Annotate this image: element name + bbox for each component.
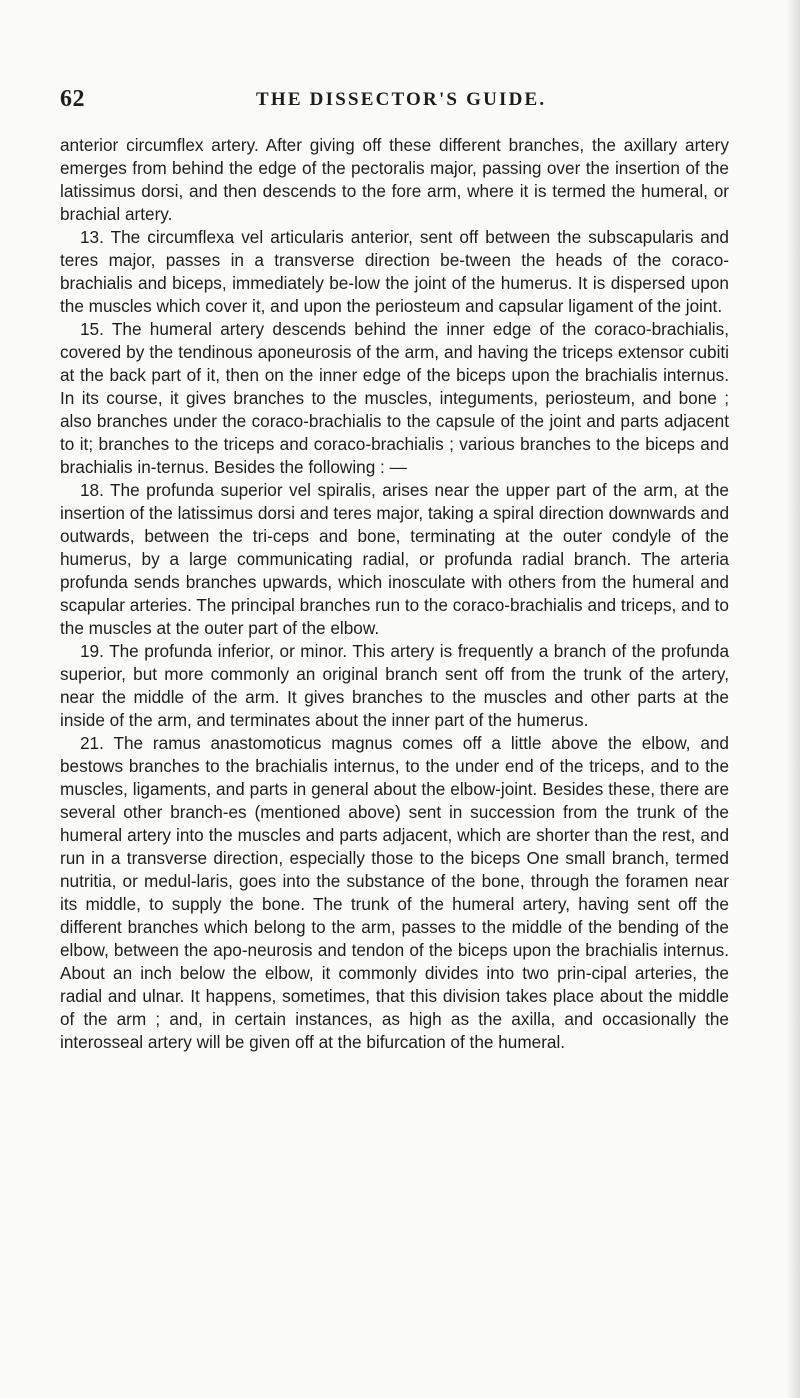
paragraph-continuation: anterior circumflex artery. After giving off these different branches, the axillary artery emerges from behind the edge of the pectoralis major, passing over the insertion of the latissimus dorsi, and then descends to the fore arm, where it is termed the humeral, or brachial artery. bbox=[60, 135, 729, 224]
page-number: 62 bbox=[60, 86, 85, 112]
paragraph-18-profunda-superior: 18. The profunda superior vel spiralis, arises near the upper part of the arm, at the insertion of the latissimus dorsi and teres major, taking a spiral direction downwards and outwards, between the tri-ceps and bone, terminating at the outer condyle of the humerus, by a large communicating radial, or profunda radial branch. The arteria profunda sends branches upwards, which inosculate with others from the humeral and scapular arteries. The principal branches run to the coraco-brachialis and triceps, and to the muscles at the outer part of the elbow. bbox=[60, 480, 729, 638]
paragraph-21-ramus-anastomoticus: 21. The ramus anastomoticus magnus comes off a little above the elbow, and bestows branches to the brachialis internus, to the under end of the triceps, and to the muscles, ligaments, and parts in general about the elbow-joint. Besides these, there are several other branch-es (mentioned above) sent in succession from the trunk of the humeral artery into the muscles and parts adjacent, which are shorter than the rest, and run in a transverse direction, especially those to the biceps One small branch, termed nutritia, or medul-laris, goes into the substance of the bone, through the foramen near its middle, to supply the bone. The trunk of the humeral artery, having sent off the different branches which belong to the arm, passes to the middle of the bending of the elbow, between the apo-neurosis and tendon of the biceps upon the brachialis internus. About an inch below the elbow, it commonly divides into two prin-cipal arteries, the radial and ulnar. It happens, sometimes, that this division takes place about the middle of the arm ; and, in certain instances, as high as the axilla, and occasionally the interosseal artery will be given off at the bifurcation of the humeral. bbox=[60, 733, 729, 1052]
paragraph-19-profunda-inferior: 19. The profunda inferior, or minor. This artery is frequently a branch of the profunda superior, but more commonly an original branch sent off from the trunk of the artery, near the middle of the arm. It gives branches to the muscles and other parts at the inside of the arm, and terminates about the inner part of the humerus. bbox=[60, 641, 729, 730]
paragraph-13-circumflexa: 13. The circumflexa vel articularis anterior, sent off between the subscapularis and teres major, passes in a transverse direction be-tween the heads of the coraco-brachialis and biceps, immediately be-low the joint of the humerus. It is dispersed upon the muscles which cover it, and upon the periosteum and capsular ligament of the joint. bbox=[60, 227, 729, 316]
page-edge-shadow bbox=[786, 0, 800, 1398]
body-text bbox=[60, 134, 729, 1054]
running-title: THE DISSECTOR'S GUIDE. bbox=[256, 89, 547, 110]
running-head bbox=[60, 86, 768, 116]
paragraph-15-humeral-artery: 15. The humeral artery descends behind the inner edge of the coraco-brachialis, covered by the tendinous aponeurosis of the arm, and having the triceps extensor cubiti at the back part of it, then on the inner edge of the biceps upon the brachialis internus. In its course, it gives branches to the muscles, integuments, periosteum, and bone ; also branches under the coraco-brachialis to the capsule of the joint and parts adjacent to it; branches to the triceps and coraco-brachialis ; various branches to the biceps and brachialis in-ternus. Besides the following : — bbox=[60, 319, 729, 477]
